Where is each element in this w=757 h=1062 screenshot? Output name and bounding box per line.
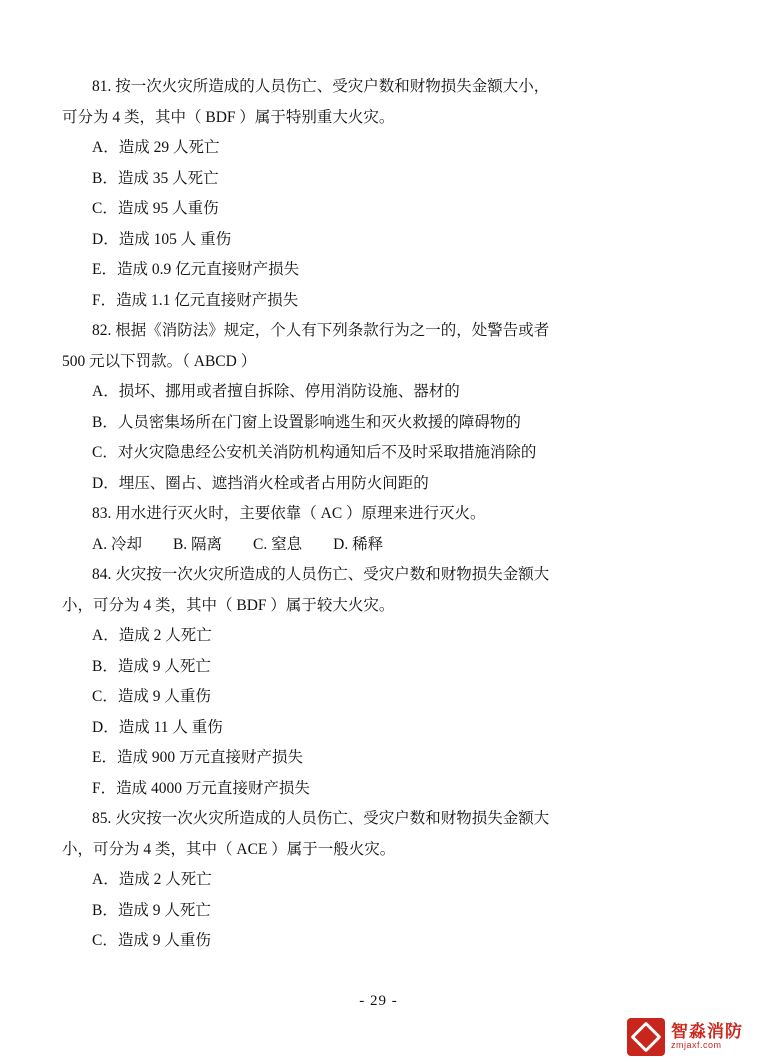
question-block [62,804,695,957]
option-item: B．造成 9 人死亡 [92,657,211,675]
question-stem-line: 可分为 4 类，其中（ BDF ）属于特别重大火灾。 [62,108,395,126]
question-stem-line: 500 元以下罚款。（ ABCD ） [62,352,257,370]
option-item: A．造成 2 人死亡 [92,627,212,644]
page-number: - 29 - [359,993,398,1009]
option-item: F．造成 4000 万元直接财产损失 [92,779,310,797]
option-item: F．造成 1.1 亿元直接财产损失 [92,291,299,309]
watermark-sub-text: zmjaxf.com [671,1040,722,1051]
option-item: B．人员密集场所在门窗上设置影响逃生和灭火救援的障碍物的 [92,413,521,431]
document-body [62,72,695,957]
question-block [62,72,695,316]
option-item: D．埋压、圈占、遮挡消火栓或者占用防火间距的 [92,474,429,492]
option-item: A．造成 29 人死亡 [92,139,220,156]
question-stem-line: 82. 根据《消防法》规定，个人有下列条款行为之一的，处警告或者 [92,322,550,339]
option-item: B．造成 35 人死亡 [92,169,219,187]
option-item: B．造成 9 人死亡 [92,901,211,919]
question-stem-line: 81. 按一次火灾所造成的人员伤亡、受灾户数和财物损失金额大小， [92,78,550,95]
option-item: C．造成 9 人重伤 [92,688,211,705]
question-block [62,316,695,499]
question-block [62,499,695,560]
option-item: C．造成 9 人重伤 [92,932,211,949]
option-item: A．损坏、挪用或者擅自拆除、停用消防设施、器材的 [92,383,460,400]
question-block [62,560,695,804]
question-stem-line: 小，可分为 4 类，其中（ ACE ）属于一般火灾。 [62,840,396,858]
option-item: A．造成 2 人死亡 [92,871,212,888]
option-item: D．造成 11 人 重伤 [92,718,223,736]
option-item-inline: A. 冷却 B. 隔离 C. 窒息 D. 稀释 [92,535,384,553]
watermark-text [671,1023,743,1050]
watermark [627,1018,743,1056]
watermark-main-text: 智淼消防 [671,1022,743,1042]
question-stem-line: 小，可分为 4 类，其中（ BDF ）属于较大火灾。 [62,596,395,614]
option-item: E．造成 0.9 亿元直接财产损失 [92,261,300,278]
option-item: C．对火灾隐患经公安机关消防机构通知后不及时采取措施消除的 [92,444,537,461]
question-stem-line: 84. 火灾按一次火灾所造成的人员伤亡、受灾户数和财物损失金额大 [92,566,550,583]
question-stem-line: 83. 用水进行灭火时，主要依靠（ AC ）原理来进行灭火。 [92,505,486,522]
question-stem-line: 85. 火灾按一次火灾所造成的人员伤亡、受灾户数和财物损失金额大 [92,810,550,827]
option-item: E．造成 900 万元直接财产损失 [92,749,303,766]
option-item: C．造成 95 人重伤 [92,200,219,217]
watermark-logo-icon [627,1018,665,1056]
option-item: D．造成 105 人 重伤 [92,230,232,248]
